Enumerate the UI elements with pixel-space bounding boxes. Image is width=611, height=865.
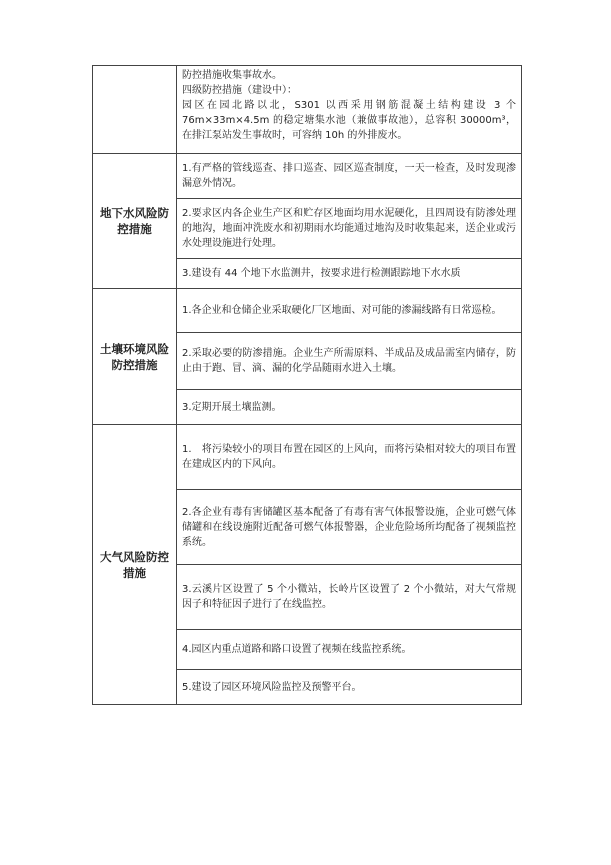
air-item: 1. 将污染较小的项目布置在园区的上风向，而将污染相对较大的项目布置在建成区内的下风向。 [177,425,522,490]
air-item: 5.建设了园区环境风险监控及预警平台。 [177,670,522,705]
soil-category-cell: 土壤环境风险防控措施 [93,289,177,425]
risk-control-table [92,65,522,705]
text-line: 园区在园北路以北，S301 以西采用钢筋混凝土结构建设 3 个 76m×33m×4.5m 的稳定塘集水池（兼做事故池），总容积 30000m³，在排江泵站发生事故时，可容纳 10h 的外排废水。 [182,100,516,141]
air-item: 3.云溪片区设置了 5 个小微站，长岭片区设置了 2 个小微站，对大气常规因子和特征因子进行了在线监控。 [177,565,522,630]
empty-category-cell [93,66,177,154]
text-line: 防控措施收集事故水。 [182,70,282,81]
groundwater-item: 3.建设有 44 个地下水监测井，按要求进行检测跟踪地下水水质 [177,259,522,289]
soil-item: 1.各企业和仓储企业采取硬化厂区地面、对可能的渗漏线路有日常巡检。 [177,289,522,333]
table-row-continued [93,66,522,154]
document-page [92,65,521,699]
air-item: 4.园区内重点道路和路口设置了视频在线监控系统。 [177,630,522,670]
continued-content-cell [177,66,522,154]
groundwater-item: 1.有严格的管线巡查、排口巡查、园区巡查制度，一天一检查，及时发现渗漏意外情况。 [177,154,522,199]
table-row [93,289,522,333]
air-category-cell: 大气风险防控措施 [93,425,177,705]
soil-item: 3.定期开展土壤监测。 [177,390,522,425]
table-row [93,425,522,490]
groundwater-category-cell: 地下水风险防控措施 [93,154,177,289]
air-item: 2.各企业有毒有害储罐区基本配备了有毒有害气体报警设施，企业可燃气体储罐和在线设施附近配备可燃气体报警器，企业危险场所均配备了视频监控系统。 [177,490,522,565]
table-row [93,154,522,199]
soil-item: 2.采取必要的防渗措施。企业生产所需原料、半成品及成品需室内储存，防止由于跑、冒、滴、漏的化学品随雨水进入土壤。 [177,333,522,390]
text-line: 四级防控措施（建设中）： [182,85,297,96]
groundwater-item: 2.要求区内各企业生产区和贮存区地面均用水泥硬化，且四周设有防渗处理的地沟，地面冲洗废水和初期雨水均能通过地沟及时收集起来，送企业或污水处理设施进行处理。 [177,199,522,259]
